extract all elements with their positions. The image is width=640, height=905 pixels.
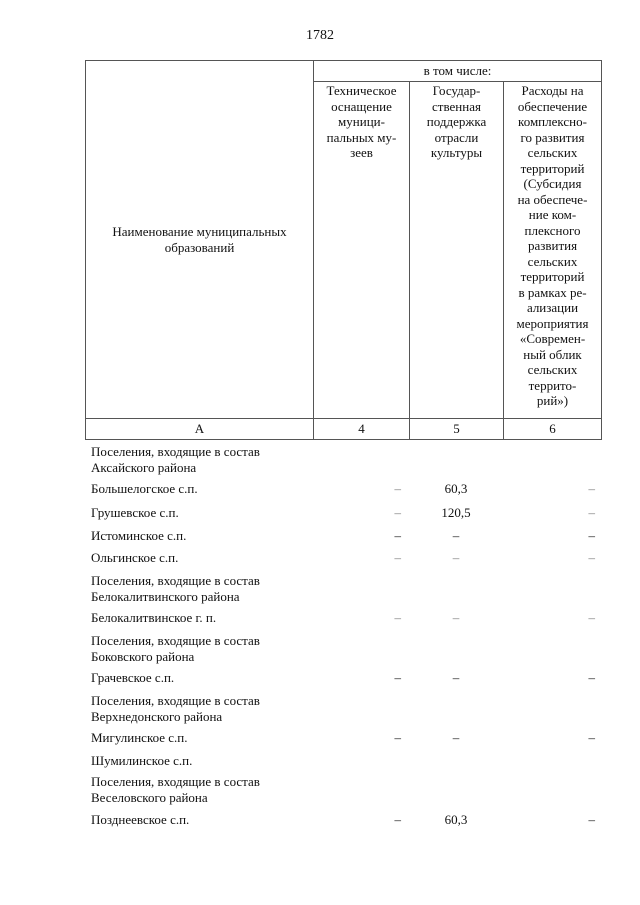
row-name: Ольгинское с.п. [91, 550, 179, 565]
cell-v6: – [588, 730, 595, 745]
cell-v6: – [588, 481, 595, 496]
row-name: Грачевское с.п. [91, 670, 175, 685]
row-name: Шумилинское с.п. [91, 753, 193, 768]
row-name: Поселения, входящие в состав Веселовского района [91, 774, 260, 805]
cell-v6: – [588, 610, 595, 625]
cell-v4: – [394, 505, 401, 520]
cell-v5: – [452, 550, 460, 565]
row-name: Мигулинское с.п. [91, 730, 188, 745]
index-cell-a: А [86, 419, 314, 440]
cell-v4: – [394, 550, 401, 565]
index-cell-5: 5 [410, 419, 504, 440]
cell-v4: – [394, 610, 401, 625]
column-header-4: Техническое оснащение муници- пальных му- зеев [314, 82, 410, 419]
row-name: Позднеевское с.п. [91, 812, 190, 827]
cell-v5: – [452, 610, 460, 625]
group-header-including: в том числе: [314, 61, 602, 82]
table-header [85, 60, 602, 440]
cell-v4: – [394, 812, 401, 827]
row-name: Поселения, входящие в состав Белокалитвинского района [91, 573, 260, 604]
index-cell-4: 4 [314, 419, 410, 440]
cell-v4: – [394, 670, 401, 685]
row-name: Поселения, входящие в состав Боковского района [91, 633, 260, 664]
cell-v5: 60,3 [444, 481, 468, 496]
cell-v5: 60,3 [444, 812, 468, 827]
row-name: Грушевское с.п. [91, 505, 179, 520]
cell-v5: – [452, 528, 460, 543]
cell-v6: – [588, 812, 595, 827]
row-name: Большелогское с.п. [91, 481, 198, 496]
cell-v5: 120,5 [441, 505, 471, 520]
cell-v5: – [452, 670, 460, 685]
cell-v4: – [394, 730, 401, 745]
row-name: Истоминское с.п. [91, 528, 187, 543]
row-name: Поселения, входящие в состав Верхнедонского района [91, 693, 260, 724]
index-cell-6: 6 [504, 419, 602, 440]
row-name: Белокалитвинское г. п. [91, 610, 217, 625]
cell-v5: – [452, 730, 460, 745]
cell-v6: – [588, 528, 595, 543]
cell-v6: – [588, 505, 595, 520]
cell-v6: – [588, 670, 595, 685]
cell-v4: – [394, 528, 401, 543]
page-number: 1782 [306, 28, 334, 43]
row-name: Поселения, входящие в состав Аксайского района [91, 444, 260, 475]
column-header-name: Наименование муниципальных образований [86, 61, 314, 419]
cell-v6: – [588, 550, 595, 565]
column-header-5: Государ- ственная поддержка отрасли культуры [410, 82, 504, 419]
column-header-6: Расходы на обеспечение комплексно- го развития сельских территорий (Субсидия на обеспече- ние ком- плексного развития сельских территорий в рамках ре- ализации мероприятия «Современ- ный облик сельских террито- рий») [504, 82, 602, 419]
cell-v4: – [394, 481, 401, 496]
